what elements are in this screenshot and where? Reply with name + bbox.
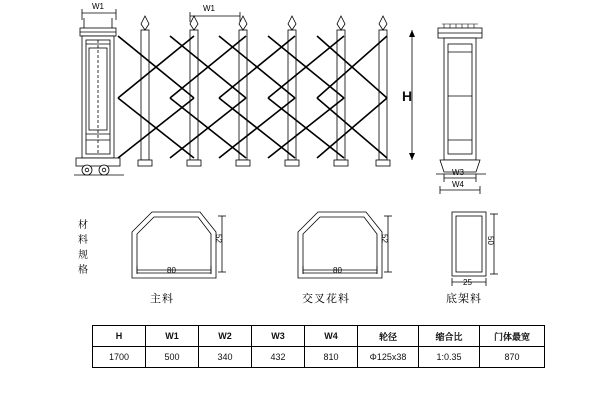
profile-1-width-label: 80 (167, 266, 176, 275)
td-max-width: 870 (480, 347, 545, 368)
table-row (93, 347, 545, 368)
th-h: H (93, 326, 146, 347)
td-w1: 500 (146, 347, 199, 368)
profile-3-height-label: 50 (486, 236, 495, 245)
th-w2: W2 (199, 326, 252, 347)
profile-3-caption: 底架料 (446, 293, 482, 305)
profile-3-width-label: 25 (463, 278, 472, 287)
dim-label-w4: W4 (452, 180, 464, 189)
profile-1-caption: 主料 (150, 293, 174, 305)
material-spec-side-label: 材料规格 (78, 220, 88, 276)
profile-2-width-label: 80 (333, 266, 342, 275)
table-header-row (93, 326, 545, 347)
profile-1-height-label: 52 (214, 234, 223, 243)
th-wheel-diameter: 轮径 (358, 326, 419, 347)
profile-2-caption: 交叉花料 (302, 293, 350, 305)
th-max-width: 门体最宽 (480, 326, 545, 347)
td-w4: 810 (305, 347, 358, 368)
th-compression-ratio: 缩合比 (419, 326, 480, 347)
th-w3: W3 (252, 326, 305, 347)
dim-label-w3: W3 (452, 168, 464, 177)
dim-label-w1-left: W1 (92, 2, 104, 11)
td-h: 1700 (93, 347, 146, 368)
td-compression-ratio: 1:0.35 (419, 347, 480, 368)
th-w4: W4 (305, 326, 358, 347)
profile-2-height-label: 52 (380, 234, 389, 243)
td-wheel-diameter: Φ125x38 (358, 347, 419, 368)
td-w3: 432 (252, 347, 305, 368)
dim-label-h: H (402, 88, 413, 104)
dim-label-w1-lattice: W1 (203, 4, 215, 13)
spec-table (92, 325, 545, 368)
th-w1: W1 (146, 326, 199, 347)
td-w2: 340 (199, 347, 252, 368)
